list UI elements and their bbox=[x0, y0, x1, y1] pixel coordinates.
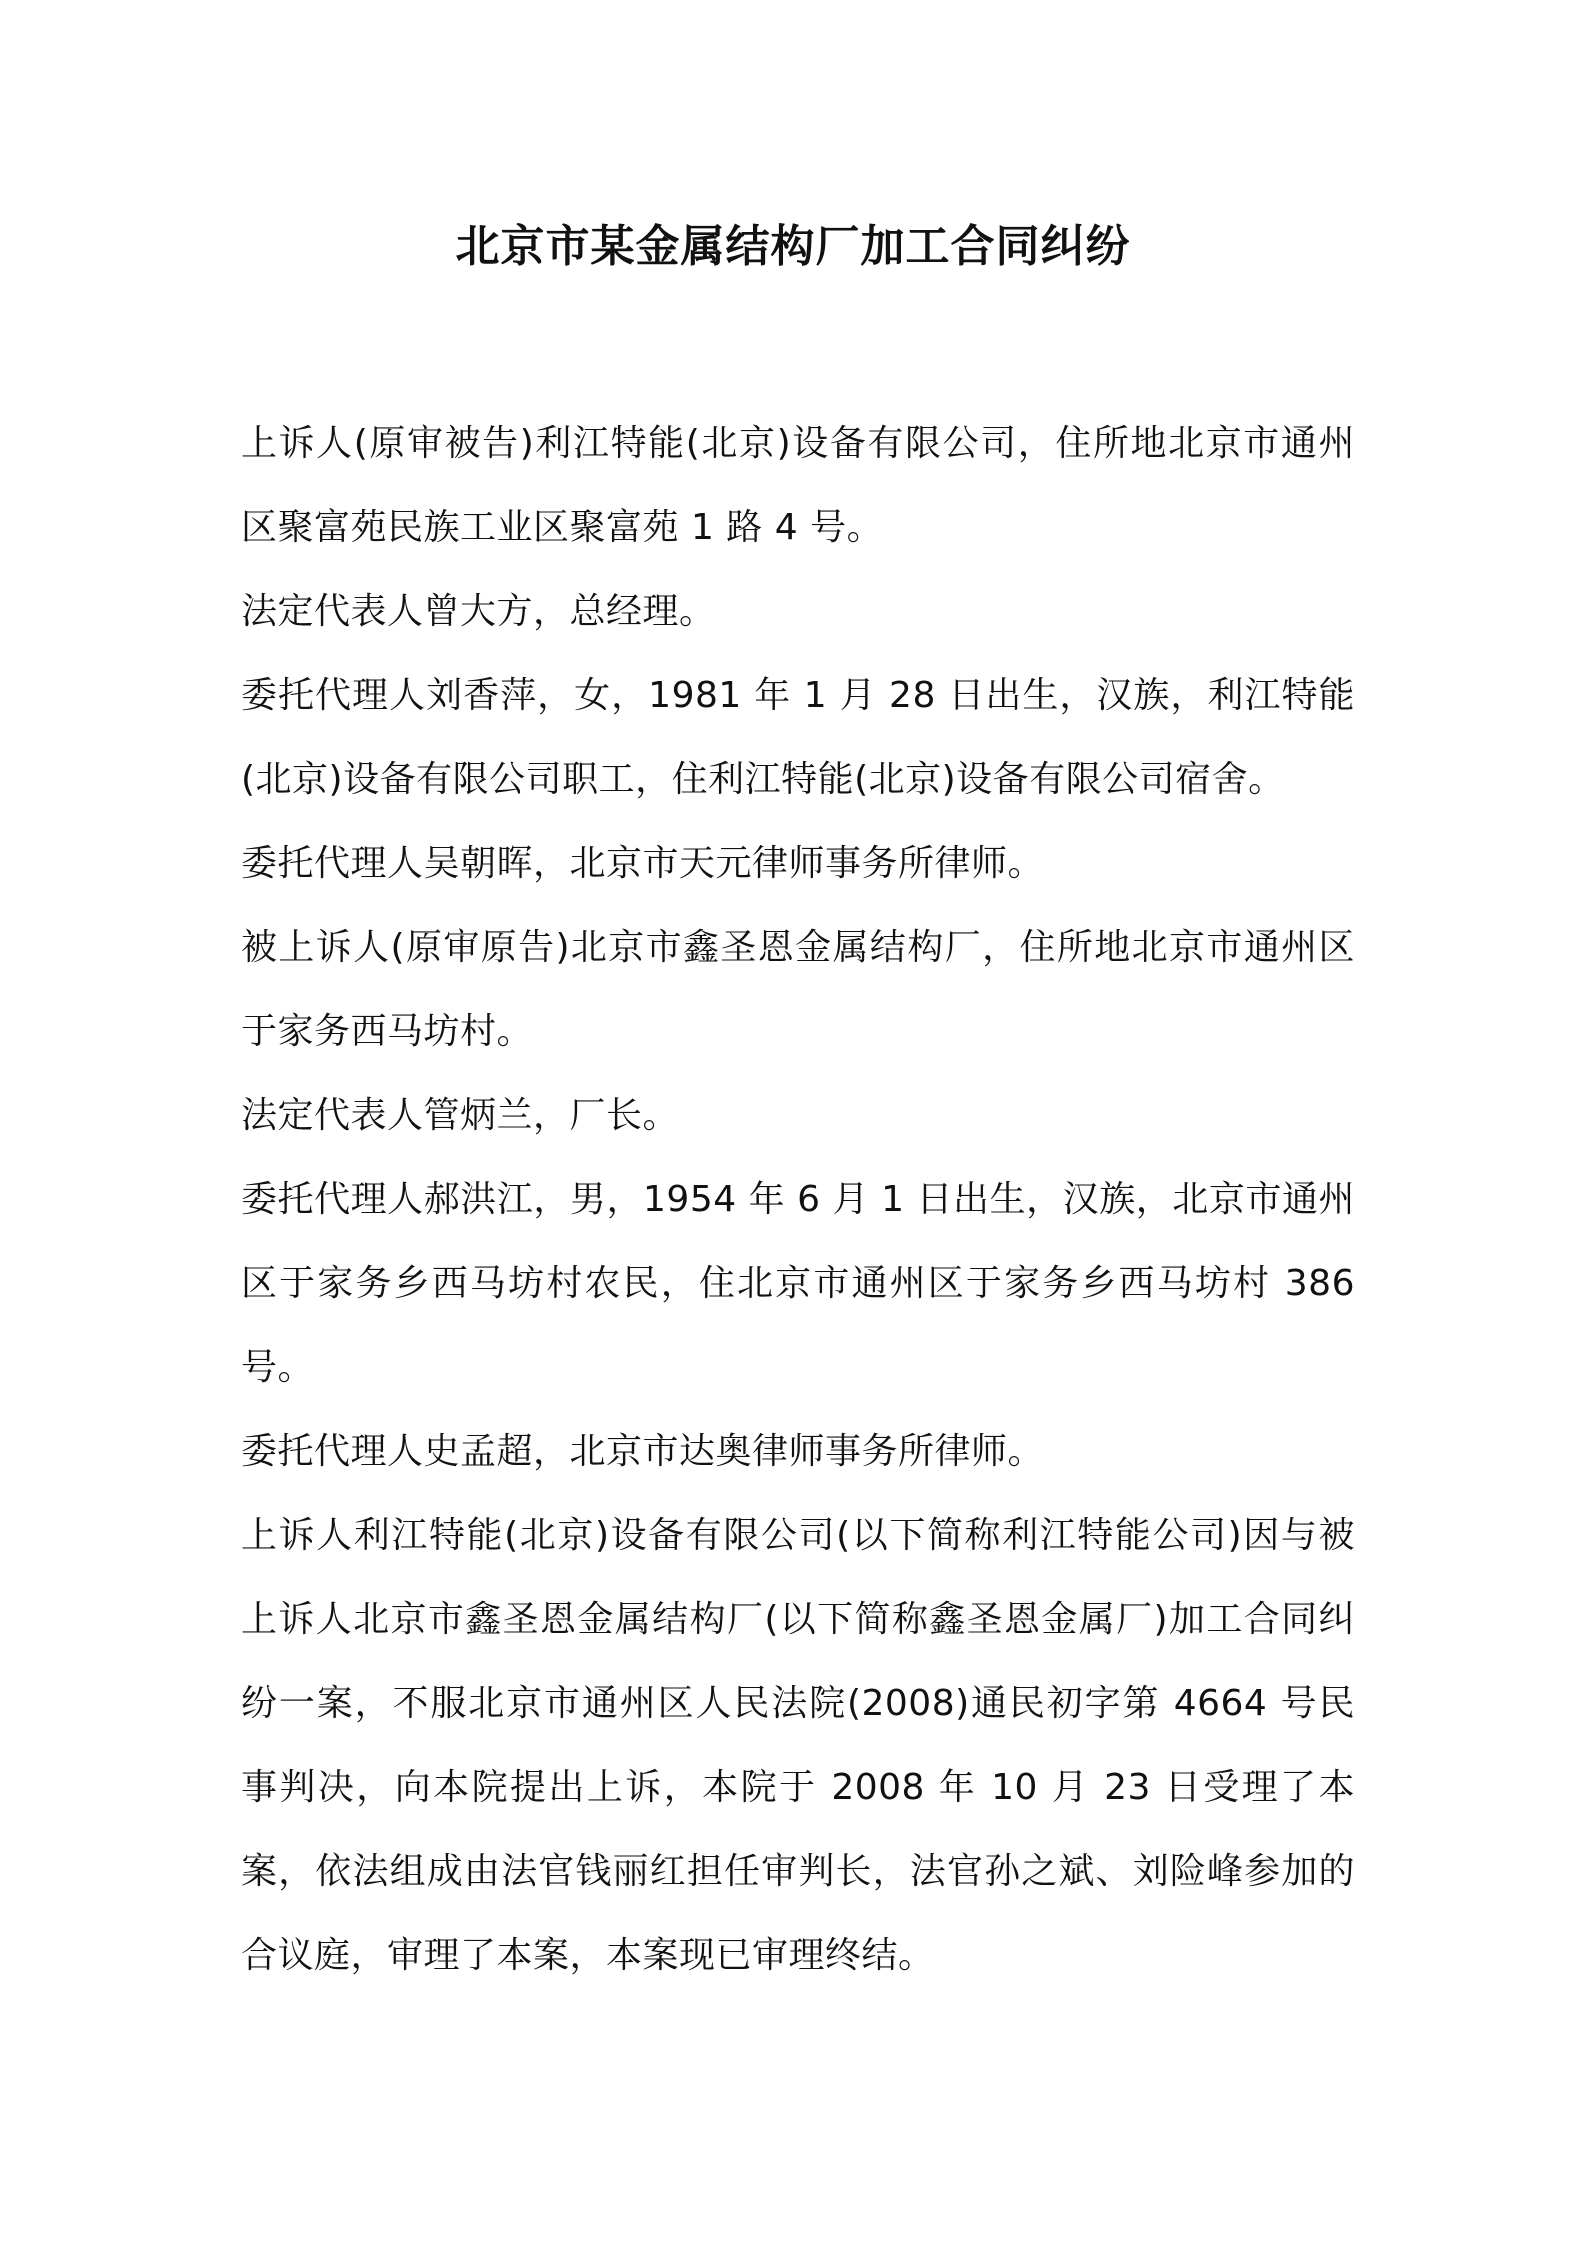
paragraph-appellee: 被上诉人(原审原告)北京市鑫圣恩金属结构厂，住所地北京市通州区于家务西马坊村。 bbox=[241, 927, 1355, 1052]
paragraph-appellant-legal-rep: 法定代表人曾大方，总经理。 bbox=[241, 591, 716, 632]
paragraph-case-summary: 上诉人利江特能(北京)设备有限公司(以下简称利江特能公司)因与被上诉人北京市鑫圣恩金属结构厂(以下简称鑫圣恩金属厂)加工合同纠纷一案，不服北京市通州区人民法院(2008)通民初字第 4664 号民事判决，向本院提出上诉，本院于 2008 年 10 月 23 日受理了本案，依法组成由法官钱丽红担任审判长，法官孙之斌、刘险峰参加的合议庭，审理了本案，本案现已审理终结。 bbox=[241, 1515, 1355, 1976]
paragraph-appellant-agent-1: 委托代理人刘香萍，女，1981 年 1 月 28 日出生，汉族，利江特能(北京)设备有限公司职工，住利江特能(北京)设备有限公司宿舍。 bbox=[241, 675, 1355, 800]
document-body bbox=[241, 402, 1355, 1998]
document-title: 北京市某金属结构厂加工合同纠纷 bbox=[455, 221, 1131, 272]
paragraph-appellee-agent-1: 委托代理人郝洪江，男，1954 年 6 月 1 日出生，汉族，北京市通州区于家务乡西马坊村农民，住北京市通州区于家务乡西马坊村 386 号。 bbox=[241, 1179, 1355, 1388]
paragraph-appellee-agent-2: 委托代理人史孟超，北京市达奥律师事务所律师。 bbox=[241, 1431, 1045, 1472]
paragraph-appellant-agent-2: 委托代理人吴朝晖，北京市天元律师事务所律师。 bbox=[241, 843, 1045, 884]
paragraph-appellant: 上诉人(原审被告)利江特能(北京)设备有限公司，住所地北京市通州区聚富苑民族工业区聚富苑 1 路 4 号。 bbox=[241, 423, 1355, 548]
paragraph-appellee-legal-rep: 法定代表人管炳兰，厂长。 bbox=[241, 1095, 680, 1136]
